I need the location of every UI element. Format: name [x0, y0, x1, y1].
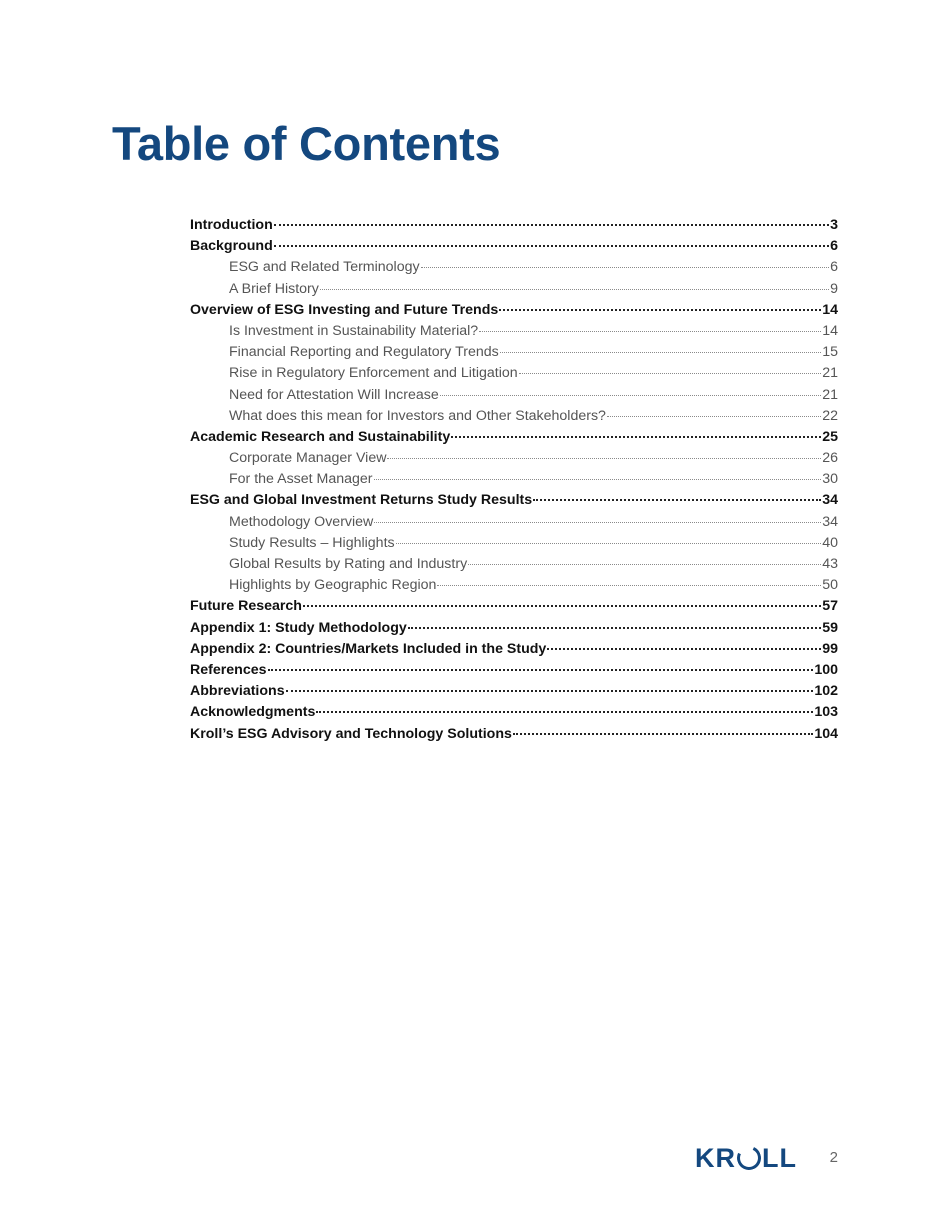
toc-entry-title[interactable]: Rise in Regulatory Enforcement and Litigation — [229, 365, 518, 382]
toc-entry-title[interactable]: A Brief History — [229, 280, 319, 297]
toc-entry-subsection[interactable] — [190, 342, 838, 363]
toc-entry-page-number[interactable]: 34 — [822, 492, 838, 509]
toc-entry-subsection[interactable] — [190, 533, 838, 554]
toc-dot-leader — [499, 309, 821, 311]
page-number: 2 — [829, 1149, 838, 1166]
toc-entry-title[interactable]: Global Results by Rating and Industry — [229, 556, 468, 572]
toc-entry-page-number[interactable]: 25 — [822, 428, 838, 445]
toc-dot-leader — [303, 605, 821, 607]
toc-entry-section[interactable] — [190, 618, 838, 639]
toc-entry-title[interactable]: Introduction — [190, 217, 273, 233]
toc-dot-leader — [286, 690, 814, 692]
toc-dot-leader — [374, 522, 821, 523]
toc-entry-title[interactable]: Background — [190, 238, 273, 255]
toc-entry-title[interactable]: Need for Attestation Will Increase — [229, 386, 439, 403]
toc-entry-section[interactable] — [190, 639, 838, 660]
toc-entry-subsection[interactable] — [190, 279, 838, 300]
toc-dot-leader — [519, 373, 822, 374]
toc-entry-page-number[interactable]: 6 — [830, 259, 838, 276]
toc-entry-page-number[interactable]: 14 — [822, 301, 838, 318]
toc-entry-subsection[interactable] — [190, 448, 838, 469]
toc-entry-page-number[interactable]: 3 — [830, 217, 838, 233]
toc-entry-title[interactable]: Financial Reporting and Regulatory Trends — [229, 344, 499, 361]
toc-entry-page-number[interactable]: 99 — [822, 640, 838, 657]
toc-entry-title[interactable]: Kroll’s ESG Advisory and Technology Solutions — [190, 725, 512, 742]
toc-dot-leader — [396, 543, 822, 544]
toc-entry-title[interactable]: Study Results – Highlights — [229, 534, 395, 551]
toc-entry-page-number[interactable]: 30 — [822, 471, 838, 488]
toc-entry-page-number[interactable]: 103 — [814, 704, 838, 721]
toc-entry-subsection[interactable] — [190, 512, 838, 533]
toc-entry-section[interactable] — [190, 702, 838, 723]
toc-dot-leader — [421, 267, 830, 268]
toc-entry-title[interactable]: ESG and Global Investment Returns Study Results — [190, 492, 533, 509]
toc-entry-page-number[interactable]: 57 — [822, 598, 838, 615]
toc-dot-leader — [437, 585, 821, 586]
toc-entry-subsection[interactable] — [190, 469, 838, 490]
toc-entry-page-number[interactable]: 40 — [822, 534, 838, 551]
toc-entry-section[interactable] — [190, 596, 838, 617]
logo-o-mark — [734, 1143, 765, 1174]
toc-entry-subsection[interactable] — [190, 321, 838, 342]
toc-entry-section[interactable] — [190, 660, 838, 681]
toc-entry-title[interactable]: Academic Research and Sustainability — [190, 428, 451, 445]
toc-entry-title[interactable]: What does this mean for Investors and Other Stakeholders? — [229, 407, 606, 424]
toc-entry-page-number[interactable]: 21 — [822, 386, 838, 403]
toc-dot-leader — [547, 648, 821, 650]
toc-entry-title[interactable]: ESG and Related Terminology — [229, 259, 420, 276]
toc-entry-section[interactable] — [190, 236, 838, 257]
toc-entry-page-number[interactable]: 100 — [814, 661, 838, 678]
toc-entry-subsection[interactable] — [190, 257, 838, 278]
toc-entry-page-number[interactable]: 21 — [822, 365, 838, 382]
toc-entry-title[interactable]: Appendix 1: Study Methodology — [190, 619, 407, 636]
toc-dot-leader — [316, 711, 813, 713]
toc-entry-section[interactable] — [190, 300, 838, 321]
toc-dot-leader — [513, 733, 813, 735]
toc-dot-leader — [268, 669, 814, 671]
toc-dot-leader — [479, 331, 821, 332]
toc-dot-leader — [274, 245, 829, 247]
toc-entry-page-number[interactable]: 43 — [822, 556, 838, 572]
toc-entry-page-number[interactable]: 14 — [822, 322, 838, 339]
toc-entry-title[interactable]: References — [190, 661, 267, 678]
toc-entry-section[interactable] — [190, 724, 838, 745]
toc-entry-page-number[interactable]: 34 — [822, 513, 838, 530]
toc-entry-page-number[interactable]: 59 — [822, 619, 838, 636]
toc-entry-subsection[interactable] — [190, 554, 838, 575]
toc-entry-title[interactable]: Is Investment in Sustainability Material? — [229, 322, 479, 339]
toc-dot-leader — [387, 458, 821, 459]
toc-entry-page-number[interactable]: 6 — [830, 238, 838, 255]
toc-entry-subsection[interactable] — [190, 575, 838, 596]
toc-dot-leader — [451, 436, 821, 438]
toc-entry-page-number[interactable]: 15 — [822, 344, 838, 361]
kroll-logo-icon — [695, 1143, 797, 1173]
toc-entry-section[interactable] — [190, 681, 838, 702]
toc-dot-leader — [274, 224, 829, 226]
toc-dot-leader — [500, 352, 822, 353]
toc-entry-section[interactable] — [190, 215, 838, 236]
toc-entry-title[interactable]: Appendix 2: Countries/Markets Included in the Study — [190, 640, 547, 657]
toc-entry-title[interactable]: Highlights by Geographic Region — [229, 577, 437, 594]
toc-dot-leader — [607, 416, 821, 417]
toc-dot-leader — [533, 499, 821, 501]
toc-entry-section[interactable] — [190, 427, 838, 448]
toc-entry-page-number[interactable]: 104 — [814, 725, 838, 742]
toc-dot-leader — [320, 289, 829, 290]
toc-entry-section[interactable] — [190, 490, 838, 511]
toc-entry-title[interactable]: For the Asset Manager — [229, 471, 373, 488]
page-title: Table of Contents — [112, 117, 501, 170]
toc-entry-title[interactable]: Overview of ESG Investing and Future Trends — [190, 301, 499, 318]
toc-entry-title[interactable]: Corporate Manager View — [229, 450, 387, 467]
toc-entry-title[interactable]: Abbreviations — [190, 683, 285, 700]
toc-entry-page-number[interactable]: 9 — [830, 280, 838, 297]
toc-entry-page-number[interactable]: 22 — [822, 407, 838, 424]
toc-entry-title[interactable]: Future Research — [190, 598, 302, 615]
toc-entry-title[interactable]: Acknowledgments — [190, 704, 316, 721]
table-of-contents — [190, 215, 838, 745]
toc-dot-leader — [374, 479, 822, 480]
toc-dot-leader — [408, 627, 821, 629]
logo-text-start: KR — [695, 1142, 736, 1173]
toc-entry-page-number[interactable]: 50 — [822, 577, 838, 594]
toc-entry-title[interactable]: Methodology Overview — [229, 513, 374, 530]
toc-entry-subsection[interactable] — [190, 363, 838, 384]
logo-text-end: LL — [762, 1142, 797, 1173]
toc-dot-leader — [440, 395, 821, 396]
toc-entry-subsection[interactable] — [190, 385, 838, 406]
toc-dot-leader — [468, 564, 821, 565]
toc-entry-page-number[interactable]: 26 — [822, 450, 838, 467]
toc-entry-subsection[interactable] — [190, 406, 838, 427]
toc-entry-page-number[interactable]: 102 — [814, 683, 838, 700]
